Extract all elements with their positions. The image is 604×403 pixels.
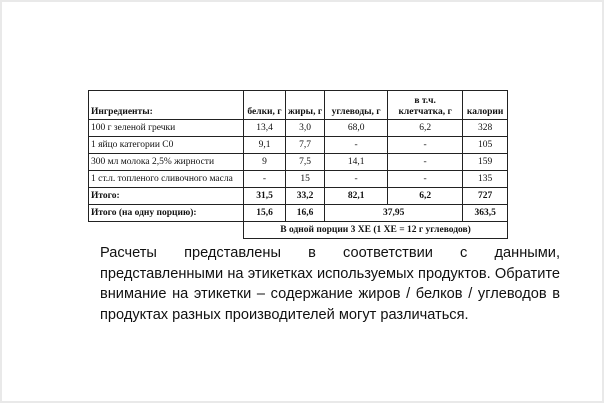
row-carbs: - (325, 137, 388, 154)
header-calories: калории (463, 91, 508, 120)
row-calories: 135 (463, 171, 508, 188)
header-fat: жиры, г (286, 91, 325, 120)
per-portion-row (89, 205, 508, 222)
row-carbs: 14,1 (325, 154, 388, 171)
row-fiber: 6,2 (388, 120, 463, 137)
header-ingredients: Ингредиенты: (89, 91, 244, 120)
table-row (89, 154, 508, 171)
total-protein: 31,5 (244, 188, 286, 205)
nutrition-table (88, 90, 508, 239)
row-fat: 15 (286, 171, 325, 188)
xe-row (89, 222, 508, 239)
row-calories: 105 (463, 137, 508, 154)
per-portion-calories: 363,5 (463, 205, 508, 222)
row-carbs: - (325, 171, 388, 188)
per-portion-protein: 15,6 (244, 205, 286, 222)
header-fiber: в т.ч. клетчатка, г (388, 91, 463, 120)
per-portion-fat: 16,6 (286, 205, 325, 222)
xe-spacer (89, 222, 244, 239)
total-fat: 33,2 (286, 188, 325, 205)
note-paragraph: Расчеты представлены в соответствии с данными, представленными на этикетках используемых продуктов. Обратите внимание на этикетки – содержание жиров / белков / углеводов в продуктах разных производителей могут различаться. (100, 245, 560, 323)
row-fat: 7,7 (286, 137, 325, 154)
row-fat: 7,5 (286, 154, 325, 171)
row-fiber: - (388, 137, 463, 154)
row-fiber: - (388, 171, 463, 188)
row-protein: 13,4 (244, 120, 286, 137)
table-row (89, 137, 508, 154)
total-carbs: 82,1 (325, 188, 388, 205)
row-fiber: - (388, 154, 463, 171)
slide (2, 2, 602, 401)
table-header-row (89, 91, 508, 120)
table-row (89, 171, 508, 188)
per-portion-carbs: 37,95 (325, 205, 463, 222)
row-calories: 159 (463, 154, 508, 171)
row-calories: 328 (463, 120, 508, 137)
row-protein: 9,1 (244, 137, 286, 154)
total-calories: 727 (463, 188, 508, 205)
row-protein: - (244, 171, 286, 188)
header-carbs: углеводы, г (325, 91, 388, 120)
row-name: 1 яйцо категории С0 (89, 137, 244, 154)
row-protein: 9 (244, 154, 286, 171)
row-name: 300 мл молока 2,5% жирности (89, 154, 244, 171)
header-protein: белки, г (244, 91, 286, 120)
row-name: 100 г зеленой гречки (89, 120, 244, 137)
total-fiber: 6,2 (388, 188, 463, 205)
total-row (89, 188, 508, 205)
row-fat: 3,0 (286, 120, 325, 137)
row-carbs: 68,0 (325, 120, 388, 137)
per-portion-name: Итого (на одну порцию): (89, 205, 244, 222)
xe-note: В одной порции 3 ХЕ (1 ХЕ = 12 г углеводов) (244, 222, 508, 239)
row-name: 1 ст.л. топленого сливочного масла (89, 171, 244, 188)
table-row (89, 120, 508, 137)
total-name: Итого: (89, 188, 244, 205)
